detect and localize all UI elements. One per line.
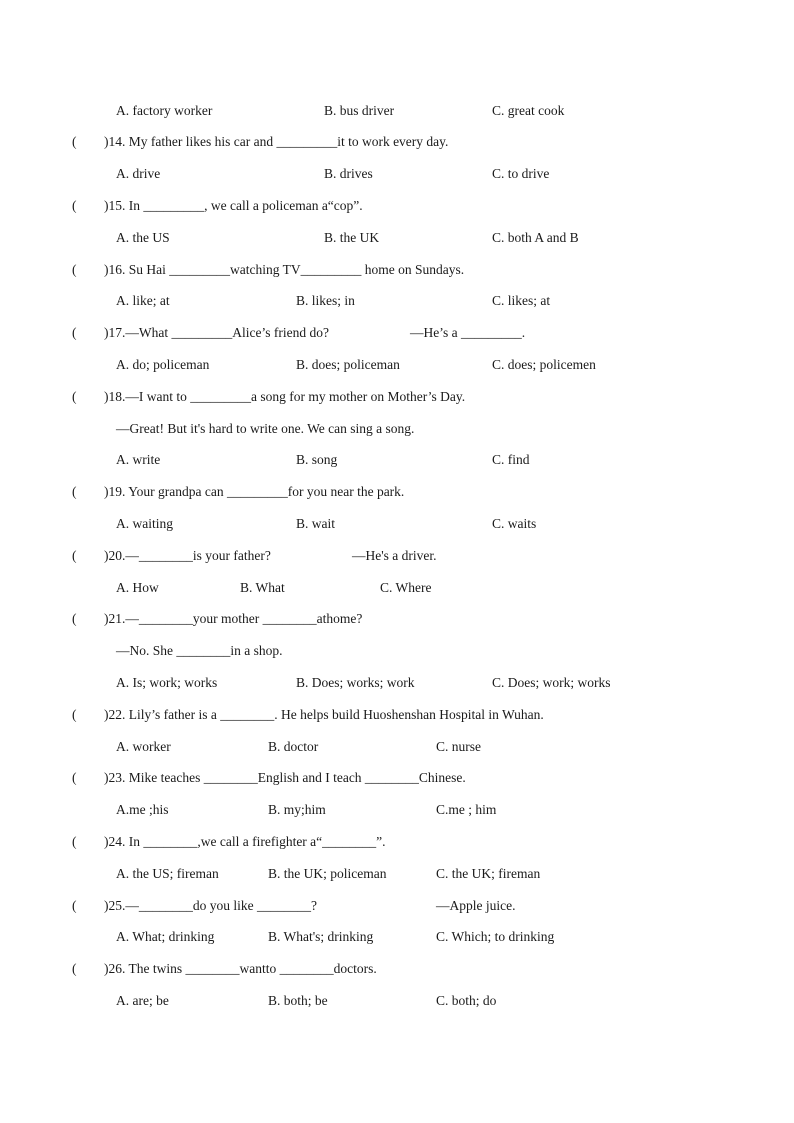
option-a: A. do; policeman [116,357,210,372]
answer-paren: ( [72,834,77,849]
option-a: A. worker [116,739,171,754]
option-b: B. wait [296,516,335,531]
option-a: A. the US [116,230,170,245]
option-b: B. drives [324,166,373,181]
question-text: )16. Su Hai _________watching TV_________ home on Sundays. [104,262,465,277]
answer-paren: ( [72,389,77,404]
option-b: B. the UK [324,230,380,245]
question-text: )17.—What _________Alice’s friend do? [104,325,329,340]
question-text: )14. My father likes his car and _________it to work every day. [104,134,449,149]
option-b: B. doctor [268,739,319,754]
option-c: C. both A and B [492,230,579,245]
question-continuation: —No. She ________in a shop. [116,643,283,658]
answer-paren: ( [72,484,77,499]
option-c: C. great cook [492,103,565,118]
question-text: )21.—________your mother ________athome? [104,611,363,626]
answer-paren: ( [72,898,77,913]
option-a: A. are; be [116,993,169,1008]
option-a: A. drive [116,166,161,181]
answer-paren: ( [72,134,77,149]
answer-paren: ( [72,961,77,976]
option-a: A. factory worker [116,103,213,118]
option-a: A.me ;his [116,802,169,817]
option-c: C. likes; at [492,293,551,308]
option-b: B. What's; drinking [268,929,374,944]
answer-paren: ( [72,770,77,785]
option-b: B. both; be [268,993,328,1008]
option-a: A. like; at [116,293,170,308]
option-c: C. Where [380,580,432,595]
option-c: C. waits [492,516,537,531]
question-reply: —Apple juice. [436,898,516,913]
option-b: B. my;him [268,802,326,817]
option-a: A. the US; fireman [116,866,219,881]
option-a: A. waiting [116,516,173,531]
option-c: C. Which; to drinking [436,929,555,944]
option-b: B. Does; works; work [296,675,415,690]
answer-paren: ( [72,262,77,277]
answer-paren: ( [72,611,77,626]
question-text: )18.—I want to _________a song for my mother on Mother’s Day. [104,389,466,404]
question-text: )15. In _________, we call a policeman a“cop”. [104,198,363,213]
option-a: A. Is; work; works [116,675,218,690]
option-b: B. What [240,580,285,595]
question-text: )25.—________do you like ________? [104,898,317,913]
answer-paren: ( [72,198,77,213]
question-text: )20.—________is your father? [104,548,271,563]
option-c: C. to drive [492,166,550,181]
question-continuation: —Great! But it's hard to write one. We can sing a song. [116,421,415,436]
option-c: C. Does; work; works [492,675,611,690]
answer-paren: ( [72,707,77,722]
option-c: C.me ; him [436,802,497,817]
option-a: A. write [116,452,161,467]
option-a: A. What; drinking [116,929,215,944]
answer-paren: ( [72,325,77,340]
question-reply: —He's a driver. [352,548,437,563]
answer-paren: ( [72,548,77,563]
question-text: )23. Mike teaches ________English and I teach ________Chinese. [104,770,466,785]
option-c: C. nurse [436,739,481,754]
question-text: )26. The twins ________wantto ________doctors. [104,961,377,976]
option-c: C. both; do [436,993,497,1008]
question-text: )19. Your grandpa can _________for you near the park. [104,484,405,499]
option-c: C. the UK; fireman [436,866,541,881]
option-c: C. find [492,452,530,467]
question-text: )24. In ________,we call a firefighter a“________”. [104,834,386,849]
question-reply: —He’s a _________. [410,325,526,340]
question-text: )22. Lily’s father is a ________. He helps build Huoshenshan Hospital in Wuhan. [104,707,544,722]
option-c: C. does; policemen [492,357,596,372]
option-b: B. does; policeman [296,357,400,372]
option-b: B. the UK; policeman [268,866,387,881]
option-b: B. song [296,452,338,467]
option-b: B. likes; in [296,293,355,308]
option-a: A. How [116,580,159,595]
option-b: B. bus driver [324,103,395,118]
